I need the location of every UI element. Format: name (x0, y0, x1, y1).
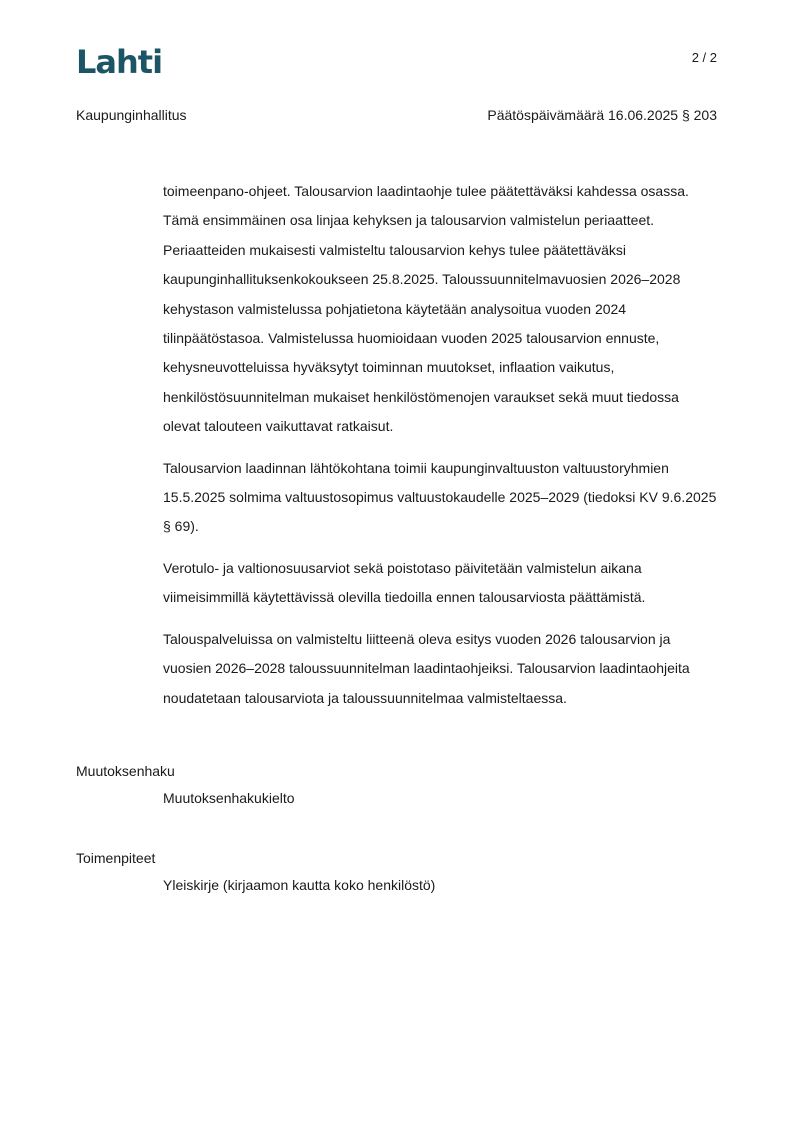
paragraph: Talousarvion laadinnan lähtökohtana toimii kaupunginvaltuuston valtuustoryhmien 15.5.2025 solmima valtuustosopimus valtuustokaudelle 2025–2029 (tiedoksi KV 9.6.2025 § 69). (163, 459, 717, 535)
paragraph: Talouspalveluissa on valmisteltu liitteenä oleva esitys vuoden 2026 talousarvion ja vuosien 2026–2028 taloussuunnitelman laadintaohjeiksi. Talousarvion laadintaohjeita noudatetaan talousarviota ja taloussuunnitelmaa valmisteltaessa. (163, 630, 690, 706)
document-body (163, 177, 718, 725)
appeal-heading: Muutoksenhaku (76, 763, 175, 779)
decision-date: Päätöspäivämäärä 16.06.2025 § 203 (487, 107, 717, 123)
actions-heading: Toimenpiteet (76, 850, 156, 866)
page-number: 2 / 2 (691, 50, 717, 65)
lahti-logo: Lahti (76, 43, 163, 81)
appeal-text: Muutoksenhakukielto (163, 790, 295, 806)
actions-text: Yleiskirje (kirjaamon kautta koko henkilöstö) (163, 877, 436, 893)
organization-name: Kaupunginhallitus (76, 107, 187, 123)
paragraph: Verotulo- ja valtionosuusarviot sekä poistotaso päivitetään valmistelun aikana viimeisimmillä käytettävissä olevilla tiedoilla ennen talousarviosta päättämistä. (163, 559, 646, 606)
paragraph: toimeenpano-ohjeet. Talousarvion laadintaohje tulee päätettäväksi kahdessa osassa. Tämä ensimmäinen osa linjaa kehyksen ja talousarvion valmistelun periaatteet. Periaatteiden mukaisesti valmisteltu talousarvion kehys tulee päätettäväksi kaupunginhallituksenkokoukseen 25.8.2025. Taloussuunnitelmavuosien 2026–2028 kehystason valmistelussa pohjatietona käytetään analysoitua vuoden 2024 tilinpäätöstasoa. Valmistelussa huomioidaan vuoden 2025 talousarvion ennuste, kehysneuvotteluissa hyväksytyt toiminnan muutokset, inflaation vaikutus, henkilöstösuunnitelman mukaiset henkilöstömenojen varaukset sekä muut tiedossa olevat talouteen vaikuttavat ratkaisut. (163, 183, 689, 435)
